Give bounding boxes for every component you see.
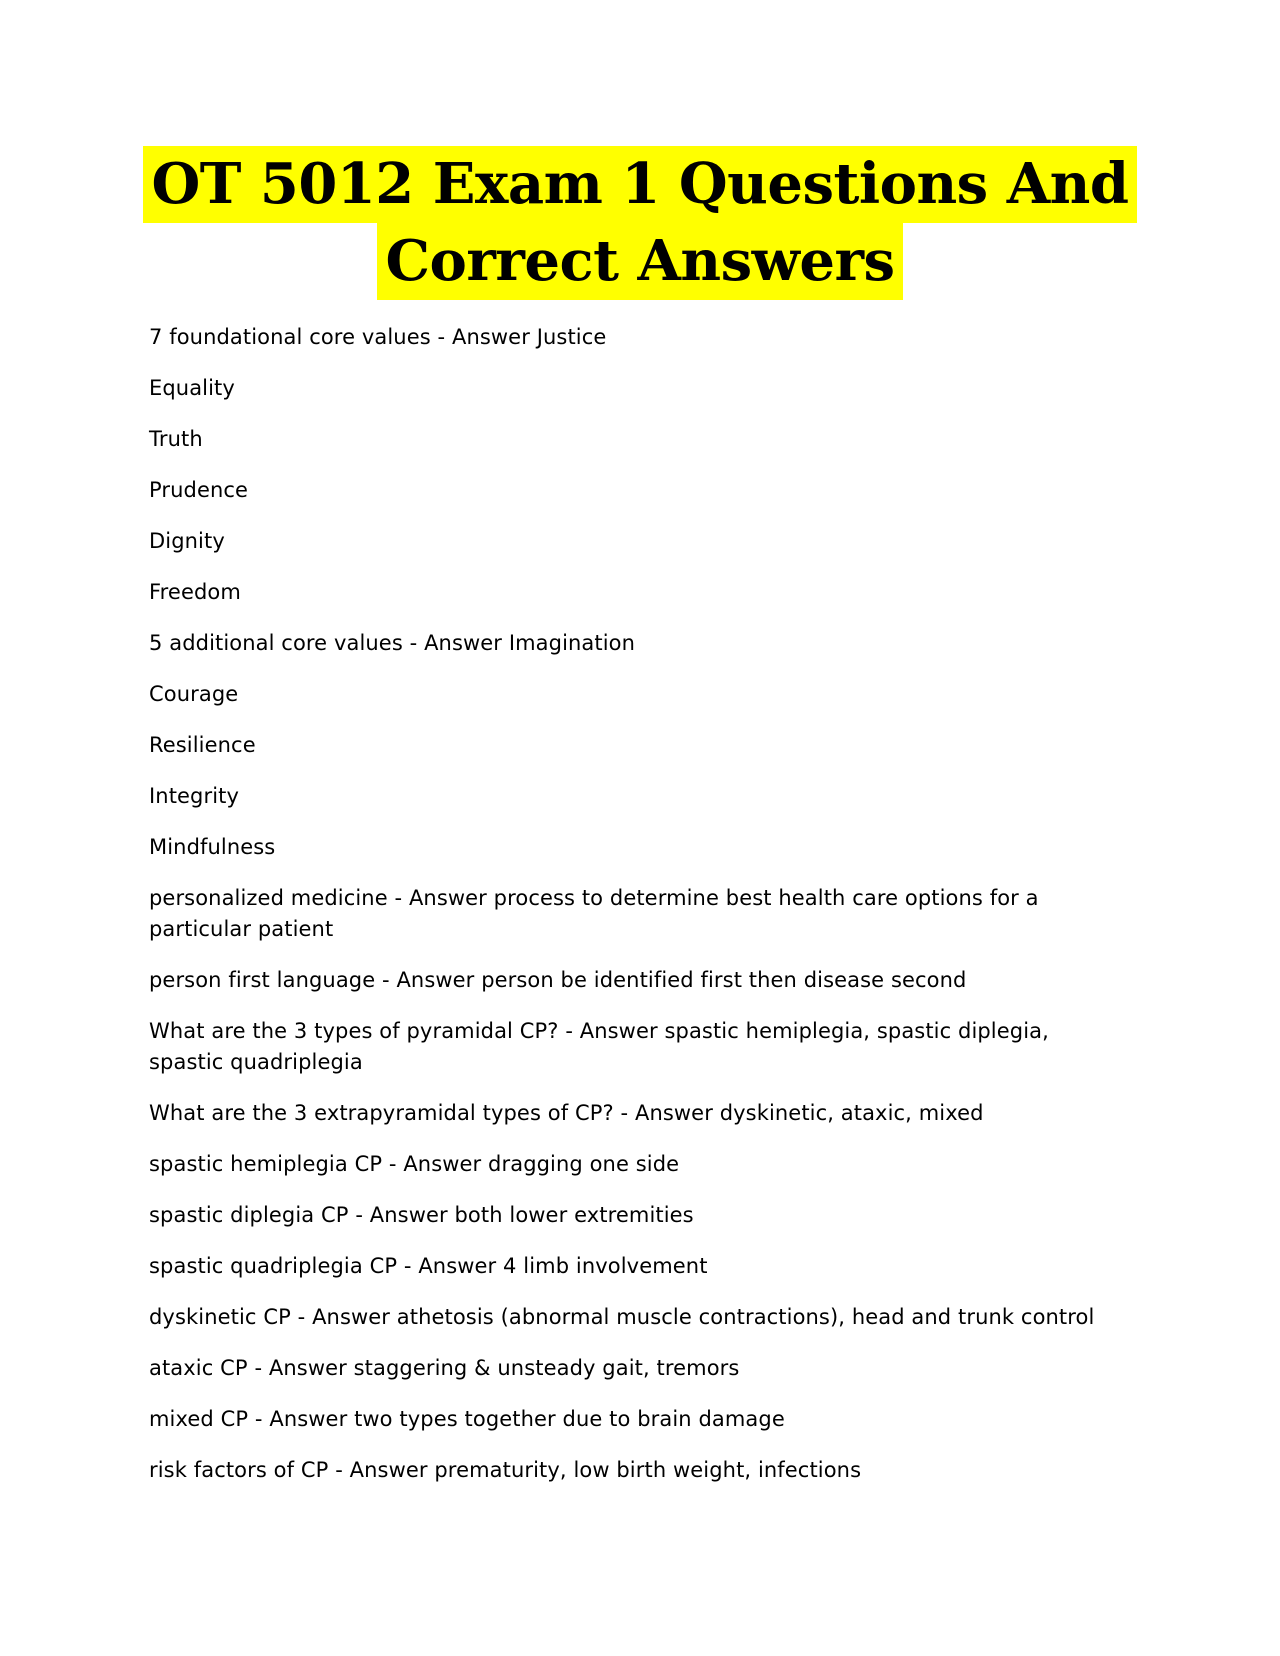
title-line-2: Correct Answers xyxy=(377,223,902,300)
title-line-1: OT 5012 Exam 1 Questions And xyxy=(143,146,1136,223)
qa-item: Equality xyxy=(149,376,235,400)
qa-item: 5 additional core values - Answer Imagination xyxy=(149,631,636,655)
qa-item: Courage xyxy=(149,682,239,706)
qa-item: personalized medicine - Answer process to determine best health care options for a particular patient xyxy=(149,886,1039,941)
qa-item: person first language - Answer person be identified first then disease second xyxy=(149,968,967,992)
qa-item: spastic diplegia CP - Answer both lower extremities xyxy=(149,1203,694,1227)
qa-item: Freedom xyxy=(149,580,241,604)
qa-item: Prudence xyxy=(149,478,249,502)
qa-item: Integrity xyxy=(149,784,240,808)
qa-item: 7 foundational core values - Answer Justice xyxy=(149,325,607,349)
qa-item: risk factors of CP - Answer prematurity, low birth weight, infections xyxy=(149,1458,862,1482)
document-title xyxy=(0,146,1280,300)
qa-item: mixed CP - Answer two types together due to brain damage xyxy=(149,1407,785,1431)
qa-item: Dignity xyxy=(149,529,225,553)
qa-item: Resilience xyxy=(149,733,256,757)
qa-item: Truth xyxy=(149,427,203,451)
qa-item: What are the 3 types of pyramidal CP? - Answer spastic hemiplegia, spastic diplegia, spastic quadriplegia xyxy=(149,1019,1049,1074)
qa-item: Mindfulness xyxy=(149,835,276,859)
qa-item: dyskinetic CP - Answer athetosis (abnormal muscle contractions), head and trunk control xyxy=(149,1305,1095,1329)
qa-item: ataxic CP - Answer staggering & unsteady gait, tremors xyxy=(149,1356,740,1380)
qa-item: spastic hemiplegia CP - Answer dragging one side xyxy=(149,1152,680,1176)
qa-list xyxy=(149,322,1109,1506)
qa-item: What are the 3 extrapyramidal types of CP? - Answer dyskinetic, ataxic, mixed xyxy=(149,1101,984,1125)
qa-item: spastic quadriplegia CP - Answer 4 limb involvement xyxy=(149,1254,708,1278)
